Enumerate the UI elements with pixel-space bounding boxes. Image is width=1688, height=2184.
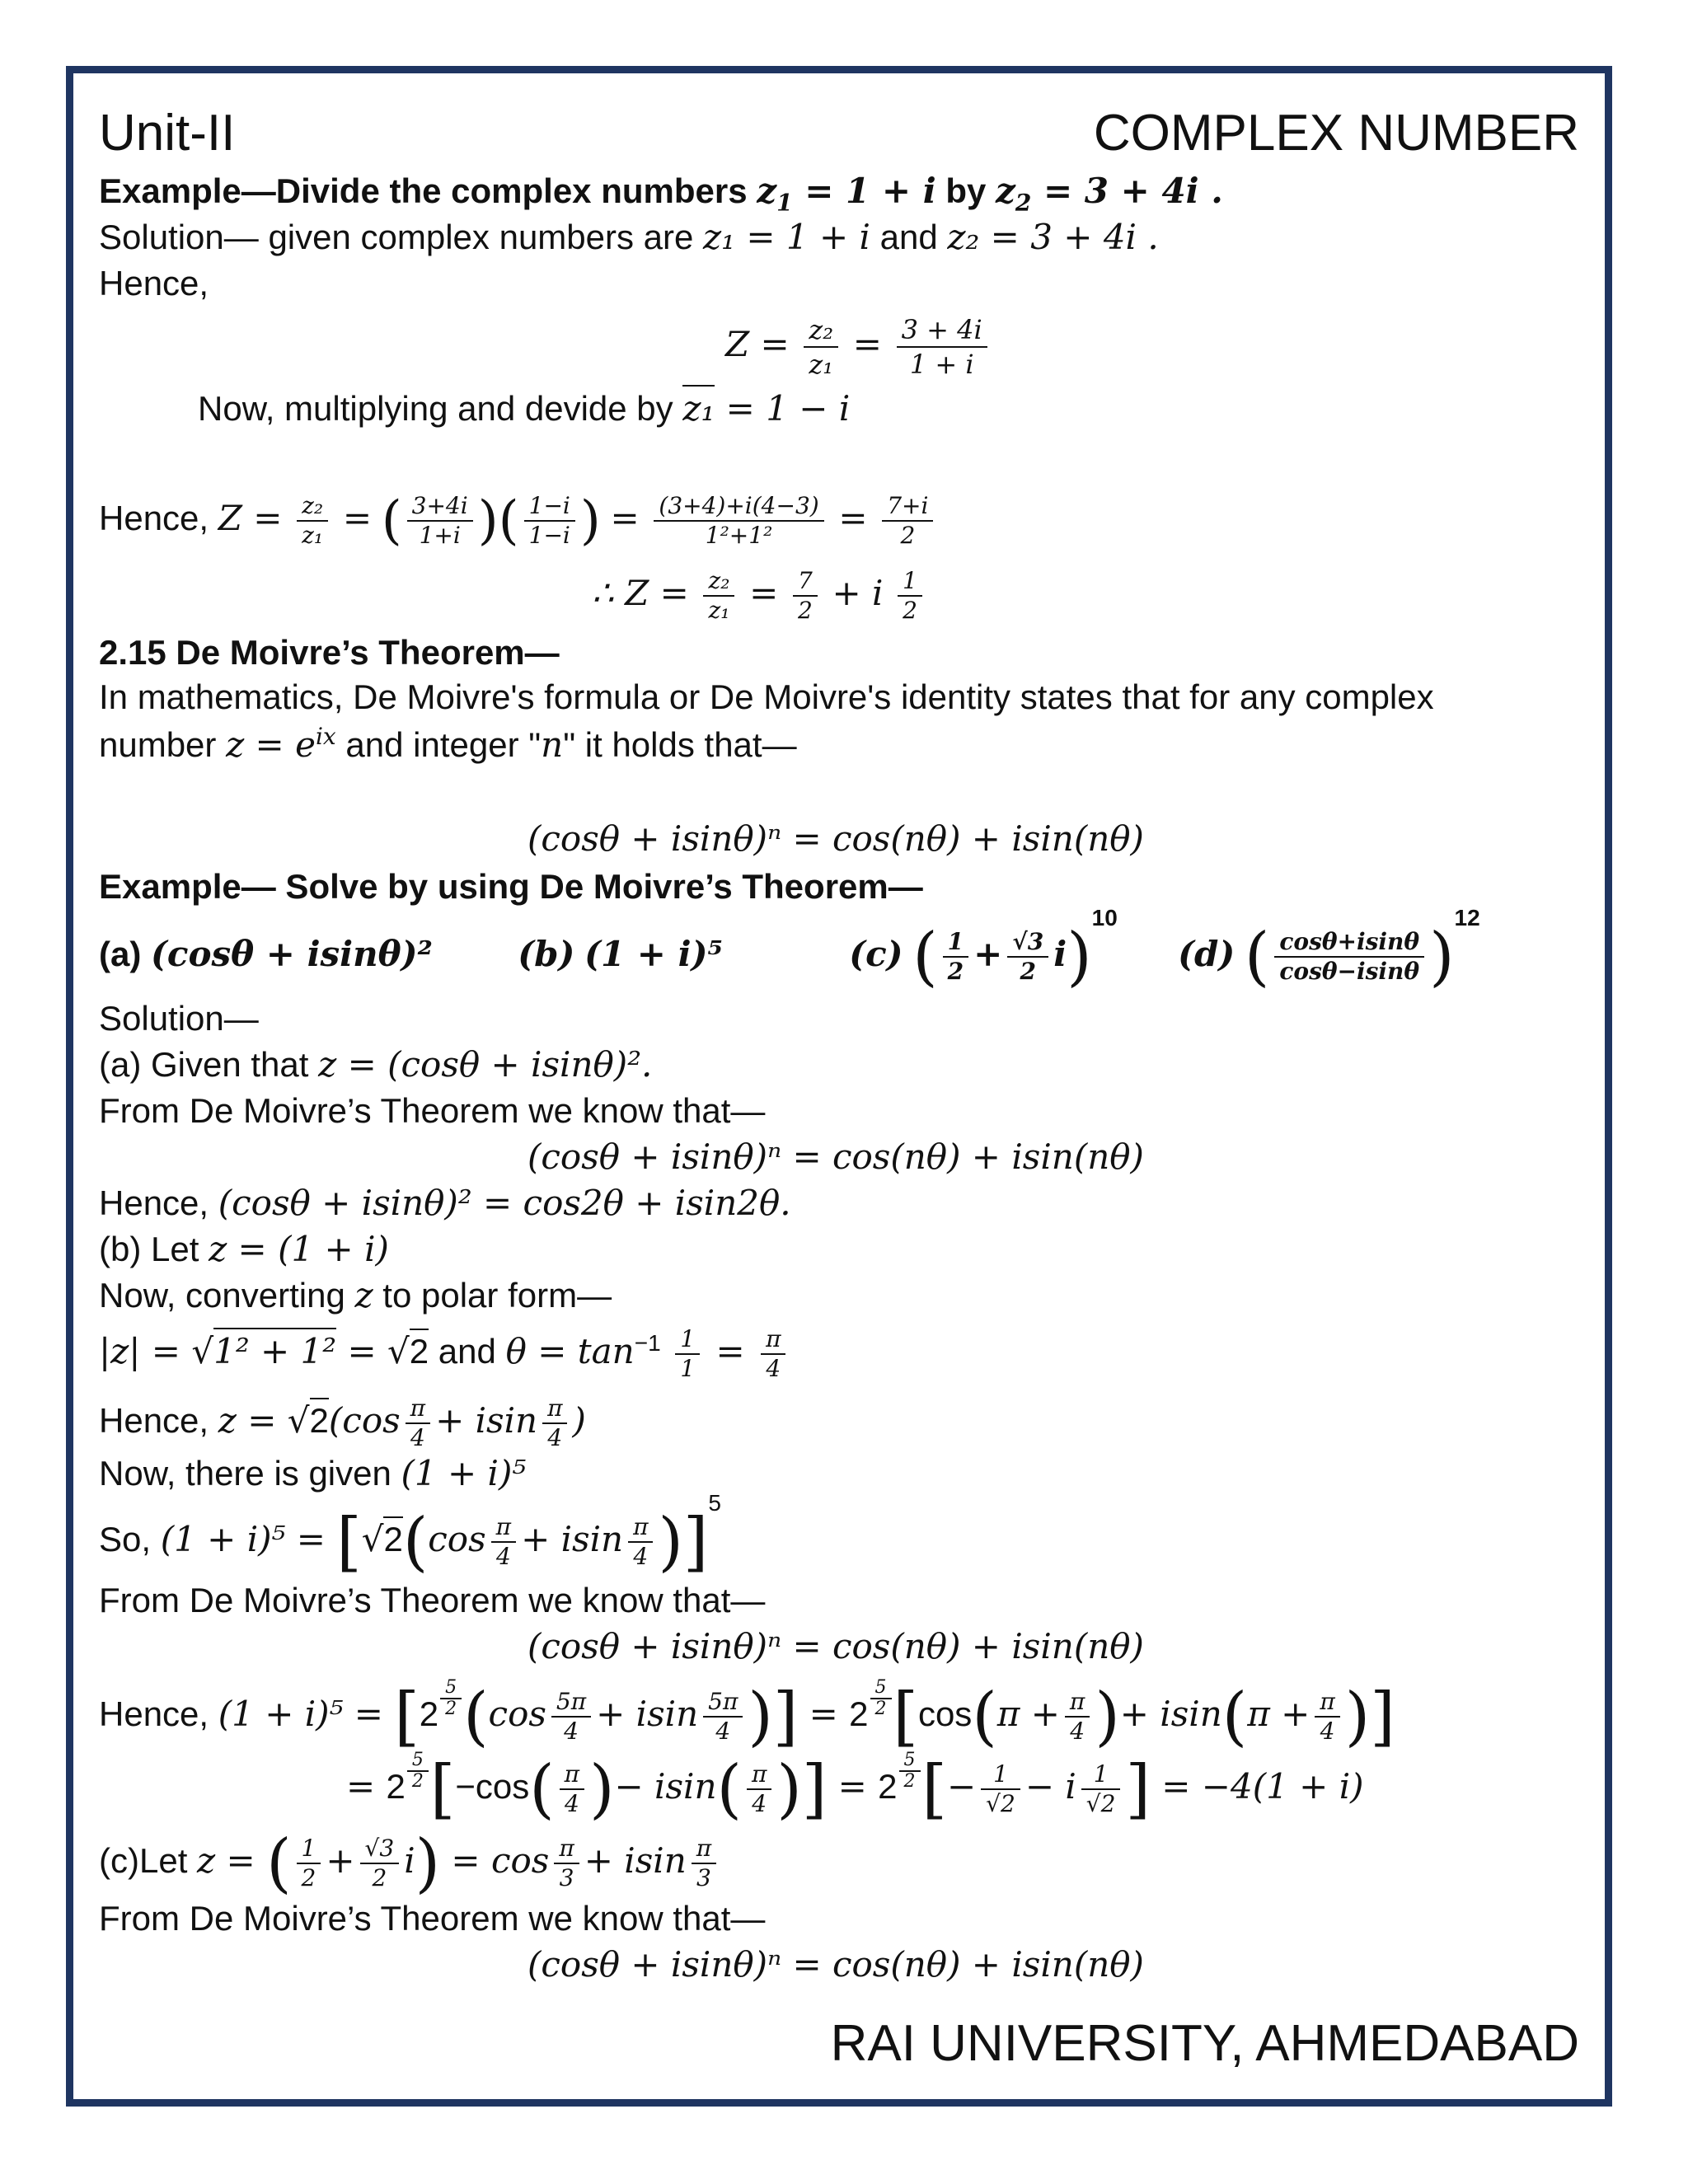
equation-z-expansion: Hence, Z = $\frac{\text{z₂}}{\text{z₁}}$ = ( $\frac{3+4i}{1+i}$ )( $\frac{1-i}{1-i}$ ) = $\frac{(3+4)+i(4-3)}{\text{1²+1²}}$ = $\frac{7+i}{2}$: [99, 473, 938, 566]
solution-a-given: (a) Given that z = (cosθ + isinθ)².: [99, 1044, 653, 1085]
solution-b-let: (b) Let z = (1 + i): [99, 1229, 389, 1269]
power-expansion-2: = 2 $\frac{5}{2}$ [−cos( $\frac{\pi}{4}$ )− isin( $\frac{\pi}{4}$ )] = 2 $\frac{5}{2}$ [− $\frac{1}{√2}$ − i $\frac{1}{√2}$ ] = −4(1 + i): [346, 1749, 1364, 1826]
footer-university: RAI UNIVERSITY, AHMEDABAD: [830, 2015, 1579, 2072]
example1-solution: Solution— given complex numbers are z₁ = 1 + i and z₂ = 3 + 4i .: [99, 217, 1159, 257]
solution-label: Solution—: [99, 999, 259, 1038]
from-de-moivre-3: From De Moivre’s Theorem we know that—: [99, 1899, 766, 1938]
from-de-moivre-2: From De Moivre’s Theorem we know that—: [99, 1581, 766, 1619]
theorem-formula: (cosθ + isinθ)ⁿ = cos(nθ) + isin(nθ): [528, 818, 1144, 859]
theorem-text-line2: number $z = e^{ix}$ and integer "n" it holds that—: [99, 723, 797, 765]
theorem-heading: 2.15 De Moivre’s Theorem—: [99, 633, 560, 672]
multiply-by-conjugate: Now, multiplying and devide by z₁ = 1 − i: [198, 386, 850, 432]
solution-a-result: Hence, (cosθ + isinθ)² = cos2θ + isin2θ.: [99, 1183, 791, 1223]
formula-3: (cosθ + isinθ)ⁿ = cos(nθ) + isin(nθ): [528, 1944, 1144, 1985]
polar-form-z: Hence, z = √2(cos $\frac{\pi}{4}$ + isin $\frac{\pi}{4}$ ): [99, 1394, 586, 1451]
solution-c-let: (c)Let z = ( $\frac{1}{2}$ + $\frac{√3}{2}$ i) = cos $\frac{\pi}{3}$ + isin $\frac{\pi}{3}$: [99, 1820, 721, 1905]
unit-label: Unit-II: [99, 105, 236, 162]
chapter-title: COMPLEX NUMBER: [1093, 105, 1579, 162]
from-de-moivre-1: From De Moivre’s Theorem we know that—: [99, 1091, 766, 1130]
power-expansion-1: Hence, (1 + i)⁵ = [2 $\frac{5}{2}$ (cos $\frac{5\pi}{4}$ + isin $\frac{5\pi}{4}$ )] = 2 $\frac{5}{2}$ [cos(π + $\frac{\pi}{4}$ )+ isin(π + $\frac{\pi}{4}$ )]: [99, 1676, 1395, 1754]
hence-label: Hence,: [99, 264, 209, 302]
so-expression: So, (1 + i)⁵ = [√2(cos $\frac{\pi}{4}$ + isin $\frac{\pi}{4}$ )]$^5$: [99, 1490, 721, 1579]
example1-heading: Example—Divide the complex numbers $z_1 = 1 + i$ by $z_2 = 3 + 4i$ .: [99, 171, 1223, 217]
formula-2: (cosθ + isinθ)ⁿ = cos(nθ) + isin(nθ): [528, 1626, 1144, 1666]
modulus-argument: |z| = √1² + 1² = √2 and $\theta = \tan^{-1}$ $\frac{1}{1}$ = $\frac{\pi}{4}$: [99, 1310, 790, 1393]
equation-z-result: ∴ Z = $\frac{\text{z₂}}{\text{z₁}}$ = $\frac{7}{2}$ + i $\frac{1}{2}$: [592, 552, 927, 635]
formula-1: (cosθ + isinθ)ⁿ = cos(nθ) + isin(nθ): [528, 1137, 1144, 1177]
converting-polar: Now, converting z to polar form—: [99, 1275, 612, 1315]
equation-z-ratio: Z = $\frac{\text{z₂}}{\text{z₁}}$ = $\frac{3 + 4i}{1 + i}$: [725, 303, 992, 386]
given-power: Now, there is given (1 + i)⁵: [99, 1453, 527, 1493]
example2-problems: (a) (cosθ + isinθ)² (b) (1 + i)⁵ (c) ( $\frac{1}{2}$ + $\frac{√3}{2}$ i)$^{10}$ (d) ( $\frac{\cos\theta+isin\theta}{\cos\theta-isin\theta}$ )$^{12}$: [99, 905, 1480, 994]
theorem-text-line1: In mathematics, De Moivre's formula or De Moivre's identity states that for any complex: [99, 677, 1434, 716]
example2-heading: Example— Solve by using De Moivre’s Theorem—: [99, 867, 923, 906]
